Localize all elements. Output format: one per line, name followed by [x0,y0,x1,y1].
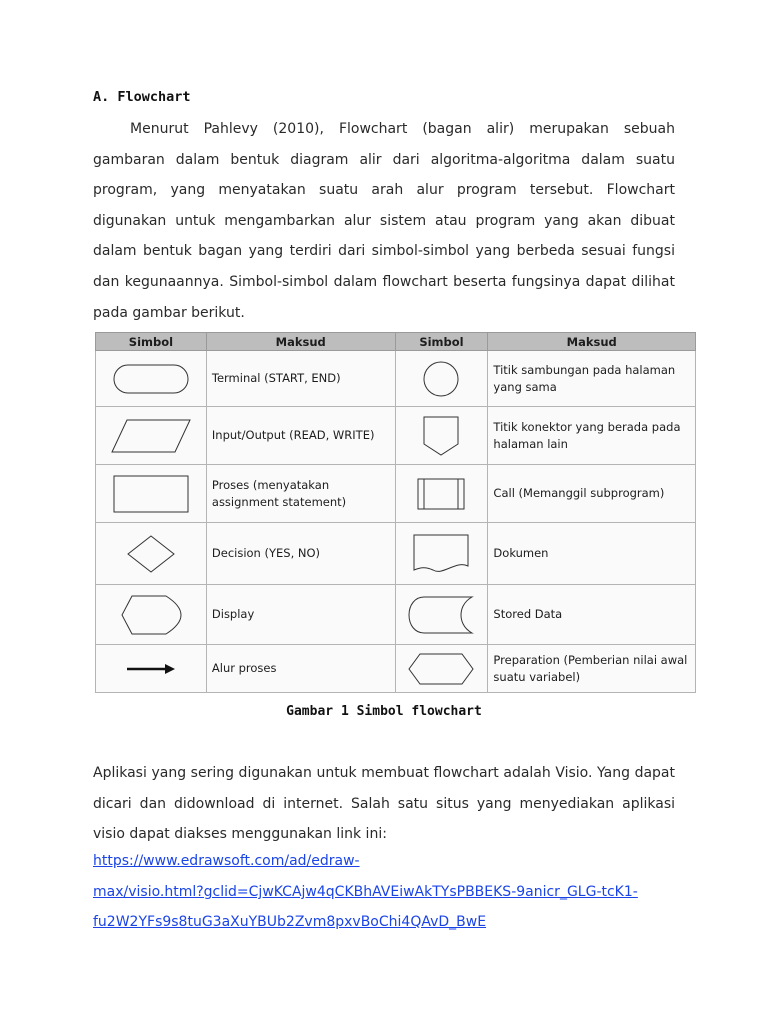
process-symbol [96,465,207,523]
section-heading: A. Flowchart [93,89,191,105]
stored-data-symbol [395,585,488,645]
table-row [96,645,696,693]
input-output-symbol [96,407,207,465]
visio-link-line-1[interactable]: https://www.edrawsoft.com/ad/edraw- [93,853,360,869]
header-symbol-left: Simbol [96,333,207,351]
connector-circle-symbol [395,351,488,407]
table-row [96,523,696,585]
app-paragraph: Aplikasi yang sering digunakan untuk membuat flowchart adalah Visio. Yang dapat dicari dan didownload di internet. Salah satu situs yang menyediakan aplikasi visio dapat diakses menggunakan link ini: [93,765,675,843]
header-meaning-left: Maksud [206,333,395,351]
process-meaning: Proses (menyatakan assignment statement) [206,465,395,523]
offpage-connector-meaning: Titik konektor yang berada pada halaman lain [488,407,696,465]
header-symbol-right: Simbol [395,333,488,351]
stored-data-meaning: Stored Data [488,585,696,645]
visio-link-line-2[interactable]: max/visio.html?gclid=CjwKCAjw4qCKBhAVEiwAkTYsPBBEKS-9anicr_GLG-tcK1- [93,884,638,900]
decision-symbol [96,523,207,585]
decision-meaning: Decision (YES, NO) [206,523,395,585]
document-symbol [395,523,488,585]
flow-arrow-symbol [96,645,207,693]
preparation-meaning: Preparation (Pemberian nilai awal suatu variabel) [488,645,696,693]
intro-paragraph: Menurut Pahlevy (2010), Flowchart (bagan alir) merupakan sebuah gambaran dalam bentuk diagram alir dari algoritma-algoritma dalam suatu program, yang menyatakan suatu arah alur program tersebut. Flowchart digunakan untuk mengambarkan alur sistem atau program yang akan dibuat dalam bentuk bagan yang terdiri dari simbol-simbol yang berbeda sesuai fungsi dan kegunaannya. Simbol-simbol dalam flowchart beserta fungsinya dapat dilihat pada gambar berikut. [93,121,675,321]
table-row [96,407,696,465]
connector-circle-meaning: Titik sambungan pada halaman yang sama [488,351,696,407]
terminal-meaning: Terminal (START, END) [206,351,395,407]
offpage-connector-symbol [395,407,488,465]
visio-link-line-3[interactable]: fu2W2YFs9s8tuG3aXuYBUb2Zvm8pxvBoChi4QAvD_BwE [93,914,487,930]
flowchart-symbol-table [95,332,696,693]
display-meaning: Display [206,585,395,645]
figure-caption: Gambar 1 Simbol flowchart [286,704,482,719]
table-row [96,465,696,523]
predefined-process-meaning: Call (Memanggil subprogram) [488,465,696,523]
header-meaning-right: Maksud [488,333,696,351]
table-row [96,351,696,407]
document-meaning: Dokumen [488,523,696,585]
table-header-row [96,333,696,351]
terminal-symbol [96,351,207,407]
display-symbol [96,585,207,645]
input-output-meaning: Input/Output (READ, WRITE) [206,407,395,465]
flow-arrow-meaning: Alur proses [206,645,395,693]
predefined-process-symbol [395,465,488,523]
table-row [96,585,696,645]
preparation-symbol [395,645,488,693]
